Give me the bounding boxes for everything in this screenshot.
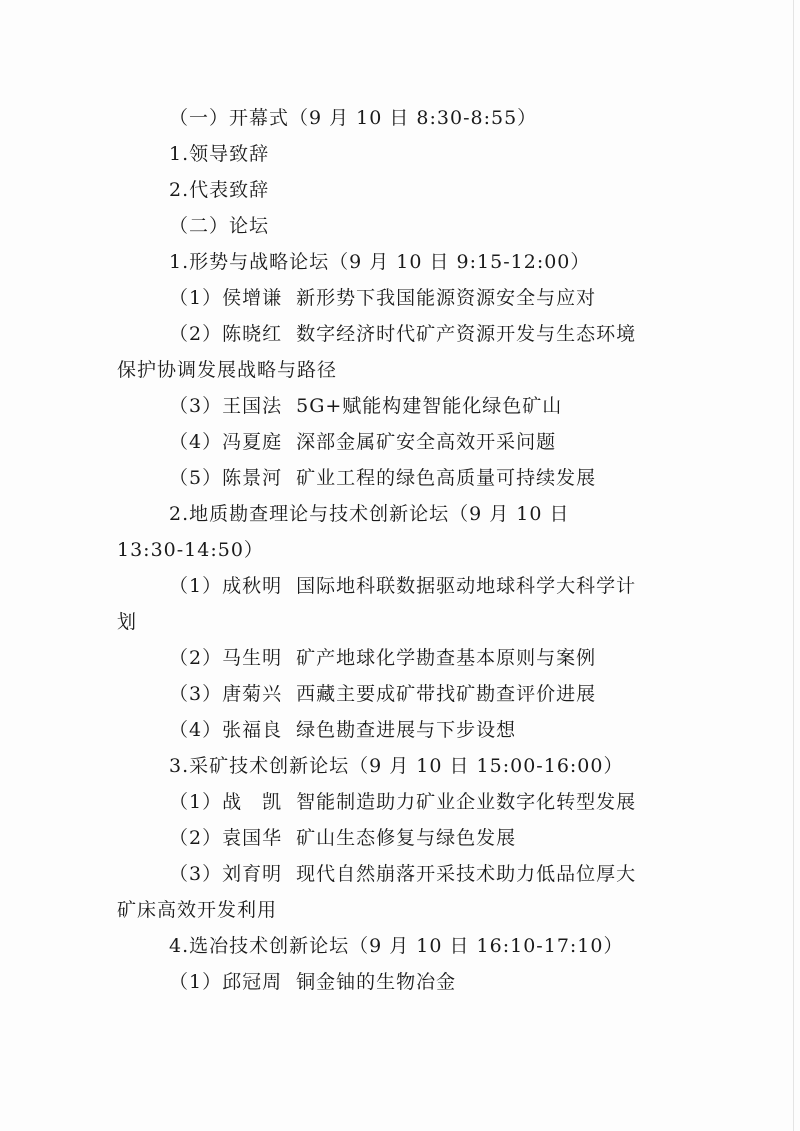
talk-topic: 5G+赋能构建智能化绿色矿山 — [296, 395, 563, 417]
talk-number: （2） — [169, 323, 223, 345]
session-title-continuation: 13:30-14:50） — [117, 539, 264, 561]
talk-speaker: 战 凯 — [222, 791, 283, 813]
talk-speaker: 唐菊兴 — [222, 683, 283, 705]
agenda-content — [117, 100, 682, 1000]
talk-line — [117, 316, 682, 352]
talk-topic: 矿业工程的绿色高质量可持续发展 — [296, 467, 597, 489]
opening-item: 2.代表致辞 — [169, 179, 270, 201]
talk-topic: 智能制造助力矿业企业数字化转型发展 — [296, 791, 637, 813]
talk-topic-continuation: 划 — [117, 611, 138, 633]
talk-number: （3） — [169, 683, 223, 705]
talk-speaker: 成秋明 — [222, 575, 283, 597]
talk-line — [117, 964, 682, 1000]
talk-speaker: 刘育明 — [222, 863, 283, 885]
talk-number: （1） — [169, 575, 223, 597]
talk-topic: 数字经济时代矿产资源开发与生态环境 — [296, 323, 637, 345]
talk-topic: 铜金铀的生物冶金 — [296, 971, 457, 993]
talk-line — [117, 280, 682, 316]
talk-speaker: 王国法 — [222, 395, 283, 417]
talk-topic: 现代自然崩落开采技术助力低品位厚大 — [296, 863, 637, 885]
talk-speaker: 张福良 — [222, 719, 283, 741]
talk-line — [117, 820, 682, 856]
talk-line — [117, 640, 682, 676]
talk-speaker: 侯增谦 — [222, 287, 283, 309]
talk-line — [117, 460, 682, 496]
talk-topic: 国际地科联数据驱动地球科学大科学计 — [296, 575, 637, 597]
talk-number: （1） — [169, 791, 223, 813]
talk-speaker: 袁国华 — [222, 827, 283, 849]
scan-edge-line — [793, 0, 794, 1131]
talk-line — [117, 712, 682, 748]
talk-topic: 绿色勘查进展与下步设想 — [296, 719, 517, 741]
talk-line — [117, 568, 682, 604]
forums-heading: （二）论坛 — [169, 215, 270, 237]
talk-topic-continuation: 保护协调发展战略与路径 — [117, 359, 338, 381]
talk-number: （2） — [169, 827, 223, 849]
talk-topic: 深部金属矿安全高效开采问题 — [296, 431, 557, 453]
talk-speaker: 冯夏庭 — [222, 431, 283, 453]
talk-number: （2） — [169, 647, 223, 669]
talk-line — [117, 424, 682, 460]
session-title: 1.形势与战略论坛（9 月 10 日 9:15-12:00） — [169, 251, 591, 273]
talk-speaker: 马生明 — [222, 647, 283, 669]
session-title: 2.地质勘查理论与技术创新论坛（9 月 10 日 — [169, 503, 570, 525]
opening-item: 1.领导致辞 — [169, 143, 270, 165]
opening-heading: （一）开幕式（9 月 10 日 8:30-8:55） — [169, 107, 538, 129]
talk-topic: 西藏主要成矿带找矿勘查评价进展 — [296, 683, 597, 705]
talk-line — [117, 856, 682, 892]
talk-number: （3） — [169, 395, 223, 417]
talk-topic-continuation: 矿床高效开发利用 — [117, 899, 278, 921]
talk-number: （1） — [169, 287, 223, 309]
session-title: 3.采矿技术创新论坛（9 月 10 日 15:00-16:00） — [169, 755, 624, 777]
talk-speaker: 陈晓红 — [222, 323, 283, 345]
talk-number: （3） — [169, 863, 223, 885]
talk-number: （1） — [169, 971, 223, 993]
talk-number: （5） — [169, 467, 223, 489]
talk-number: （4） — [169, 719, 223, 741]
talk-line — [117, 676, 682, 712]
talk-speaker: 陈景河 — [222, 467, 283, 489]
talk-topic: 矿产地球化学勘查基本原则与案例 — [296, 647, 597, 669]
talk-number: （4） — [169, 431, 223, 453]
talk-line — [117, 784, 682, 820]
talk-topic: 矿山生态修复与绿色发展 — [296, 827, 517, 849]
talk-line — [117, 388, 682, 424]
talk-speaker: 邱冠周 — [222, 971, 283, 993]
talk-topic: 新形势下我国能源资源安全与应对 — [296, 287, 597, 309]
session-title: 4.选冶技术创新论坛（9 月 10 日 16:10-17:10） — [169, 935, 624, 957]
